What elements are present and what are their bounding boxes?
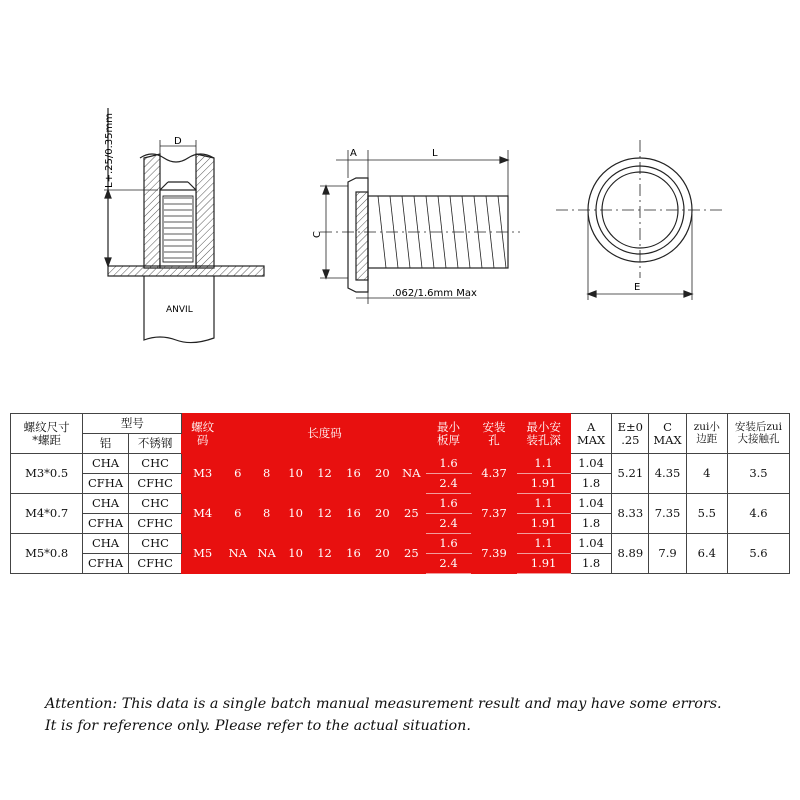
e-cell: 8.89: [612, 534, 649, 574]
anvil-label: ANVIL: [166, 305, 193, 315]
min-hole-depth-cell: 1.91: [517, 474, 571, 494]
model-aluminum-cell: CHA: [83, 534, 128, 554]
header-thread-code: [182, 414, 223, 454]
dim-c-label: C: [312, 231, 323, 238]
header-stainless: 不锈钢: [128, 434, 182, 454]
length-code-cell: 16: [339, 494, 368, 534]
length-code-cell: NA: [397, 454, 426, 494]
header-min-hole-depth-line: 装孔深: [526, 432, 561, 447]
min-sheet-cell: 2.4: [426, 514, 471, 534]
length-code-cell: NA: [223, 534, 252, 574]
thread-size-cell: M4*0.7: [11, 494, 83, 534]
length-code-cell: 16: [339, 454, 368, 494]
thread-code-cell: M4: [182, 494, 223, 534]
dim-e-label: E: [634, 282, 641, 293]
min-hole-depth-cell: 1.1: [517, 454, 571, 474]
thread-code-cell: M3: [182, 454, 223, 494]
header-aluminum: 铝: [83, 434, 128, 454]
header-thread-code-line: 螺纹: [191, 420, 215, 435]
model-aluminum-cell: CFHA: [83, 474, 128, 494]
contact-hole-cell: 5.6: [727, 534, 789, 574]
header-install-hole-line: 孔: [488, 432, 500, 447]
c-max-cell: 7.35: [649, 494, 686, 534]
header-min-sheet-line: 板厚: [437, 432, 461, 447]
min-edge-cell: 4: [686, 454, 727, 494]
header-contact-hole: [727, 414, 789, 454]
min-sheet-cell: 1.6: [426, 534, 471, 554]
dim-d-label: D: [174, 136, 182, 147]
contact-hole-cell: 4.6: [727, 494, 789, 534]
model-stainless-cell: CHC: [128, 494, 182, 514]
c-max-cell: 7.9: [649, 534, 686, 574]
header-e-tol: [612, 414, 649, 454]
min-edge-cell: 6.4: [686, 534, 727, 574]
install-hole-cell: 7.37: [471, 494, 516, 534]
thread-size-cell: M3*0.5: [11, 454, 83, 494]
install-hole-cell: 4.37: [471, 454, 516, 494]
length-code-cell: 10: [281, 534, 310, 574]
stud-side-drawing: [320, 150, 520, 304]
length-code-cell: 10: [281, 454, 310, 494]
header-thread-code-line: 码: [196, 432, 209, 447]
length-code-cell: 12: [310, 454, 339, 494]
header-contact-hole-line: 大接触孔: [737, 432, 780, 445]
e-cell: 8.33: [612, 494, 649, 534]
spec-table: [10, 413, 790, 574]
attention-note: [45, 693, 785, 737]
thread-size-cell: M5*0.8: [11, 534, 83, 574]
contact-hole-cell: 3.5: [727, 454, 789, 494]
header-thread-size: [11, 414, 83, 454]
min-sheet-cell: 2.4: [426, 474, 471, 494]
length-code-cell: 8: [252, 454, 281, 494]
note-line-2: It is for reference only. Please refer to the actual situation.: [45, 718, 471, 734]
length-code-cell: 12: [310, 494, 339, 534]
header-install-hole-line: 安装: [482, 420, 506, 435]
dim-a-label: A: [350, 148, 357, 159]
e-cell: 5.21: [612, 454, 649, 494]
length-code-cell: 8: [252, 494, 281, 534]
header-thread-size-line: *螺距: [32, 432, 62, 447]
a-max-cell: 1.8: [570, 514, 611, 534]
header-e-tol-line: .25: [621, 432, 640, 447]
header-c-max-line: MAX: [653, 432, 682, 447]
header-row: [11, 414, 790, 434]
header-c-max: [649, 414, 686, 454]
header-min-sheet-line: 最小: [437, 420, 461, 435]
dim-left-label: L+.25/0.35mm: [104, 113, 115, 188]
model-stainless-cell: CHC: [128, 534, 182, 554]
length-code-cell: 16: [339, 534, 368, 574]
min-sheet-cell: 2.4: [426, 554, 471, 574]
header-a-max-line: MAX: [576, 432, 606, 447]
model-aluminum-cell: CFHA: [83, 554, 128, 574]
a-max-cell: 1.8: [570, 474, 611, 494]
header-min-hole-depth: [517, 414, 571, 454]
min-hole-depth-cell: 1.1: [517, 534, 571, 554]
model-aluminum-cell: CFHA: [83, 514, 128, 534]
model-stainless-cell: CFHC: [128, 474, 182, 494]
min-hole-depth-cell: 1.1: [517, 494, 571, 514]
header-min-hole-depth-line: 最小安: [526, 420, 561, 435]
length-code-cell: 20: [368, 454, 397, 494]
a-max-cell: 1.8: [570, 554, 611, 574]
header-e-tol-line: E±0: [617, 420, 644, 435]
model-aluminum-cell: CHA: [83, 454, 128, 474]
model-stainless-cell: CHC: [128, 454, 182, 474]
dim-l-label: L: [432, 148, 438, 159]
thread-code-cell: M5: [182, 534, 223, 574]
model-stainless-cell: CFHC: [128, 554, 182, 574]
length-code-cell: 12: [310, 534, 339, 574]
header-length-code: 长度码: [223, 414, 426, 454]
min-sheet-cell: 1.6: [426, 494, 471, 514]
a-max-cell: 1.04: [570, 534, 611, 554]
length-code-cell: 20: [368, 534, 397, 574]
header-thread-size-line: 螺纹尺寸: [23, 420, 70, 435]
length-code-cell: 20: [368, 494, 397, 534]
a-max-cell: 1.04: [570, 454, 611, 474]
length-code-cell: 6: [223, 454, 252, 494]
model-aluminum-cell: CHA: [83, 494, 128, 514]
header-c-max-line: C: [663, 420, 672, 435]
header-min-edge-line: zui小: [693, 421, 720, 434]
table-row: [11, 534, 790, 554]
table-row: [11, 494, 790, 514]
header-a-max: [570, 414, 611, 454]
header-min-sheet: [426, 414, 471, 454]
length-code-cell: 6: [223, 494, 252, 534]
min-hole-depth-cell: 1.91: [517, 554, 571, 574]
min-hole-depth-cell: 1.91: [517, 514, 571, 534]
length-code-cell: 25: [397, 534, 426, 574]
length-code-cell: 25: [397, 494, 426, 534]
header-model: 型号: [83, 414, 182, 434]
note-line-1: Attention: This data is a single batch manual measurement result and may have some errors.: [45, 696, 722, 712]
header-contact-hole-line: 安装后zui: [734, 421, 783, 434]
header-install-hole: [471, 414, 516, 454]
max-thickness-label: .062/1.6mm Max: [392, 288, 477, 299]
length-code-cell: 10: [281, 494, 310, 534]
install-hole-cell: 7.39: [471, 534, 516, 574]
min-sheet-cell: 1.6: [426, 454, 471, 474]
header-a-max-line: A: [586, 420, 596, 435]
model-stainless-cell: CFHC: [128, 514, 182, 534]
header-min-edge-line: 边距: [696, 432, 718, 445]
header-min-edge: [686, 414, 727, 454]
stud-end-drawing: [556, 140, 724, 300]
length-code-cell: NA: [252, 534, 281, 574]
table-row: [11, 454, 790, 474]
min-edge-cell: 5.5: [686, 494, 727, 534]
a-max-cell: 1.04: [570, 494, 611, 514]
c-max-cell: 4.35: [649, 454, 686, 494]
